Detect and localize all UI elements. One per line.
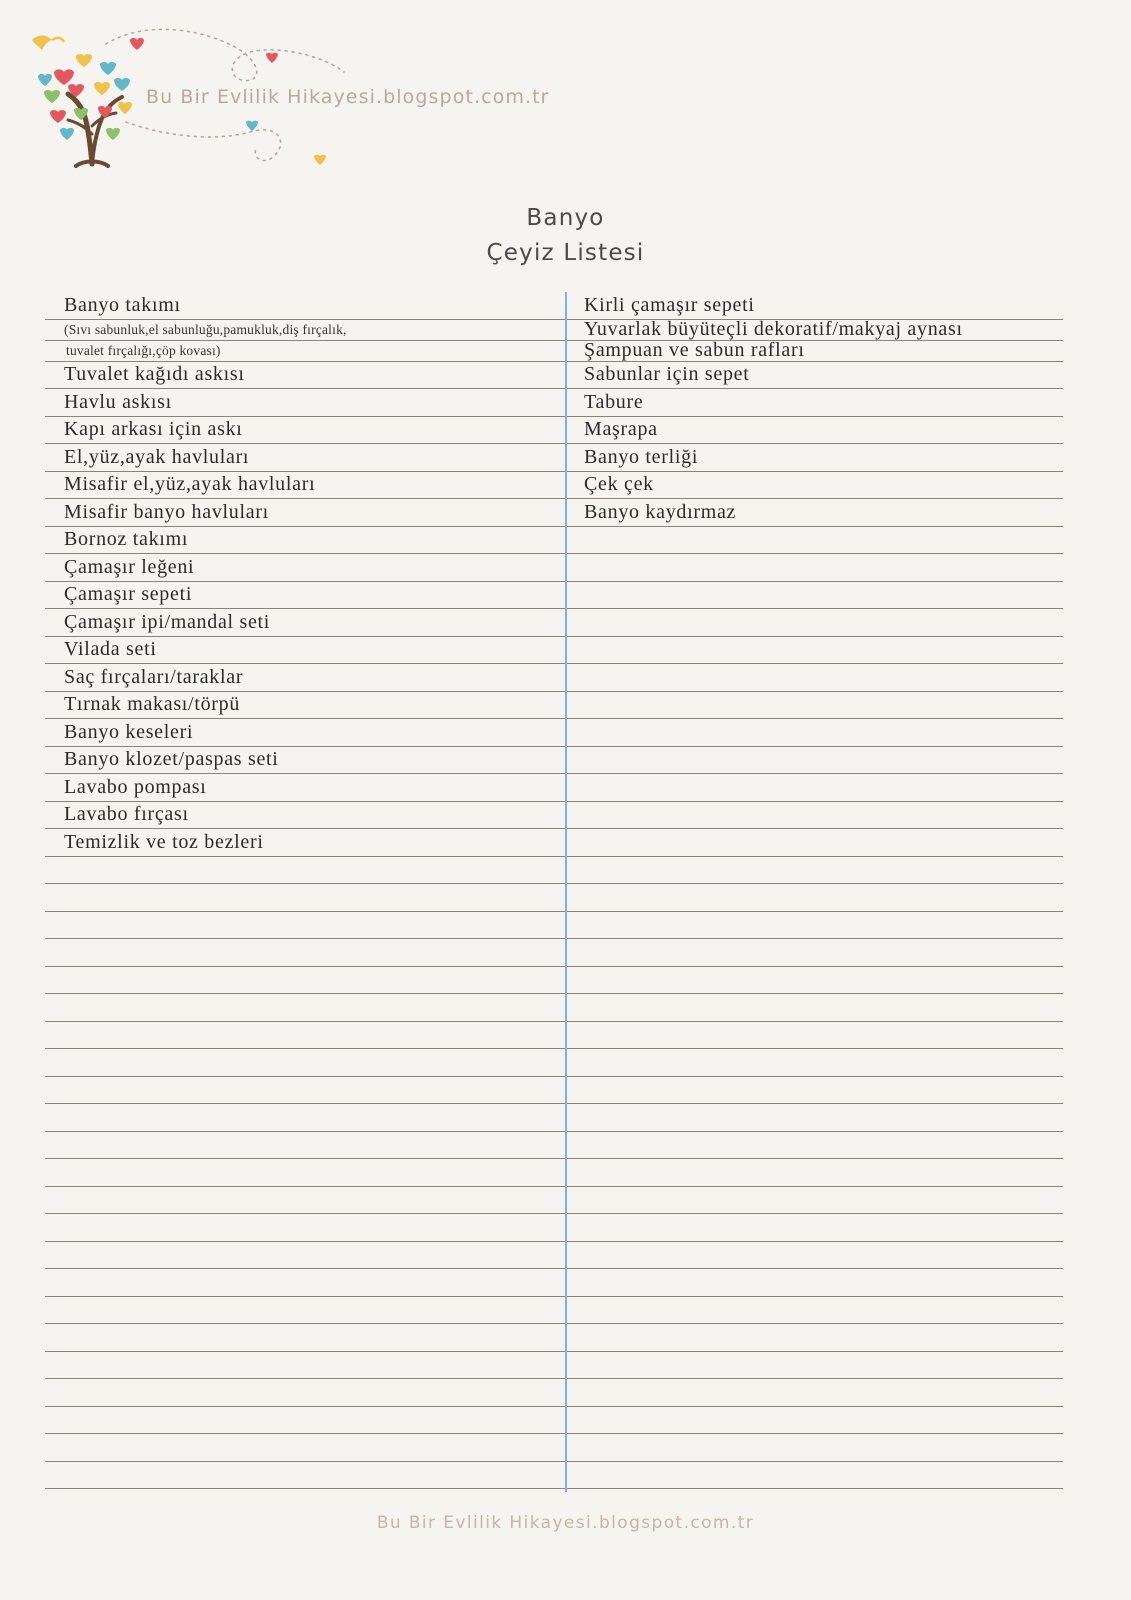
checklist-item-left[interactable] [45, 967, 565, 994]
checklist-item-right[interactable] [565, 1187, 1063, 1214]
checklist-item-left[interactable]: Banyo takımı [64, 293, 181, 316]
checklist-item-left[interactable]: Bornoz takımı [64, 528, 189, 551]
checklist-item-left[interactable] [45, 1297, 565, 1324]
checklist-item-left[interactable] [45, 1379, 565, 1406]
table-row [45, 1104, 1063, 1132]
checklist-item-left[interactable]: Lavabo pompası [64, 775, 207, 798]
checklist-item-left[interactable] [45, 1242, 565, 1269]
table-row [45, 1269, 1063, 1297]
checklist-item-right[interactable] [565, 774, 1063, 801]
table-row [45, 829, 1063, 857]
table-row [45, 637, 1063, 665]
checklist-item-left[interactable] [45, 1049, 565, 1076]
table-row [45, 1434, 1063, 1462]
table-row [45, 341, 1063, 362]
table-row [45, 1462, 1063, 1490]
checklist-item-left[interactable] [45, 857, 565, 884]
page-header [0, 0, 620, 180]
checklist-item-right[interactable] [565, 1324, 1063, 1351]
checklist-item-right[interactable] [565, 582, 1063, 609]
table-row [45, 774, 1063, 802]
table-row [45, 362, 1063, 390]
checklist-item-right[interactable] [565, 1159, 1063, 1186]
checklist-item-right[interactable] [565, 939, 1063, 966]
checklist-item-right[interactable] [565, 1462, 1063, 1489]
checklist-item-left[interactable]: Lavabo fırçası [64, 803, 189, 826]
checklist-item-left[interactable]: (Sıvı sabunluk,el sabunluğu,pamukluk,diş fırçalık, [64, 321, 347, 337]
checklist-item-left[interactable]: Banyo keseleri [64, 720, 194, 743]
checklist-item-right[interactable]: Sabunlar için sepet [584, 363, 750, 386]
table-row [45, 582, 1063, 610]
checklist-item-left[interactable] [45, 1214, 565, 1241]
checklist-item-left[interactable] [45, 884, 565, 911]
table-row [45, 444, 1063, 472]
column-divider [565, 292, 567, 1492]
checklist-item-right[interactable] [565, 829, 1063, 856]
checklist-item-right[interactable] [565, 912, 1063, 939]
checklist-item-left[interactable]: Saç fırçaları/taraklar [64, 665, 244, 688]
checklist-item-left[interactable] [45, 1132, 565, 1159]
checklist-item-right[interactable] [565, 609, 1063, 636]
checklist-item-right[interactable] [565, 967, 1063, 994]
checklist-item-right[interactable] [565, 1352, 1063, 1379]
checklist-item-right[interactable] [565, 1297, 1063, 1324]
checklist-item-left[interactable]: Tuvalet kağıdı askısı [64, 363, 245, 386]
checklist-item-right[interactable] [565, 1379, 1063, 1406]
table-row [45, 994, 1063, 1022]
checklist-item-right[interactable]: Maşrapa [584, 418, 658, 441]
checklist-item-left[interactable]: Çamaşır leğeni [64, 555, 195, 578]
table-row [45, 417, 1063, 445]
blog-title-header: Bu Bir Evlilik Hikayesi.blogspot.com.tr [146, 86, 550, 108]
checklist-item-left[interactable] [45, 912, 565, 939]
checklist-item-right[interactable] [565, 1104, 1063, 1131]
checklist-item-left[interactable]: Temizlik ve toz bezleri [64, 830, 264, 853]
checklist-item-right[interactable] [565, 527, 1063, 554]
checklist-item-right[interactable]: Kirli çamaşır sepeti [584, 293, 755, 316]
checklist-item-right[interactable] [565, 747, 1063, 774]
checklist-item-right[interactable] [565, 637, 1063, 664]
checklist-item-right[interactable] [565, 1407, 1063, 1434]
checklist-item-right[interactable] [565, 719, 1063, 746]
checklist-item-left[interactable] [45, 1462, 565, 1489]
checklist-item-right[interactable] [565, 664, 1063, 691]
checklist-item-right[interactable] [565, 1132, 1063, 1159]
table-row [45, 912, 1063, 940]
checklist-item-right[interactable] [565, 554, 1063, 581]
checklist-item-right[interactable] [565, 884, 1063, 911]
checklist-item-left[interactable] [45, 1269, 565, 1296]
checklist-item-left[interactable] [45, 1077, 565, 1104]
checklist-item-right[interactable] [565, 802, 1063, 829]
blog-title-footer: Bu Bir Evlilik Hikayesi.blogspot.com.tr [376, 1513, 755, 1533]
table-row [45, 857, 1063, 885]
table-row [45, 609, 1063, 637]
checklist-rows [45, 292, 1063, 1489]
checklist-item-right[interactable]: Yuvarlak büyüteçli dekoratif/makyaj aynası [584, 319, 963, 340]
checklist-item-left[interactable]: Havlu askısı [64, 390, 172, 413]
checklist-item-left[interactable]: Banyo klozet/paspas seti [64, 748, 279, 771]
table-row [45, 1022, 1063, 1050]
checklist-item-right[interactable]: Banyo kaydırmaz [584, 500, 737, 523]
checklist-item-left[interactable]: Tırnak makası/törpü [64, 693, 241, 716]
checklist-item-left[interactable]: Vilada seti [64, 638, 157, 661]
table-row [45, 1077, 1063, 1105]
table-row [45, 527, 1063, 555]
checklist-item-right[interactable]: Şampuan ve sabun rafları [584, 340, 805, 361]
table-row [45, 292, 1063, 320]
table-row [45, 1214, 1063, 1242]
table-row [45, 1159, 1063, 1187]
checklist-item-right[interactable] [565, 857, 1063, 884]
table-row [45, 884, 1063, 912]
checklist-item-right[interactable] [565, 692, 1063, 719]
table-row [45, 1132, 1063, 1160]
table-row [45, 692, 1063, 720]
checklist-item-left[interactable]: tuvalet fırçalığı,çöp kovası) [66, 342, 221, 358]
table-row [45, 747, 1063, 775]
checklist-item-left[interactable] [45, 939, 565, 966]
table-row [45, 320, 1063, 341]
checklist-item-right[interactable] [565, 1049, 1063, 1076]
checklist-item-left[interactable] [45, 1352, 565, 1379]
checklist-item-left[interactable]: Çamaşır ipi/mandal seti [64, 610, 271, 633]
table-row [45, 389, 1063, 417]
checklist-item-left[interactable]: El,yüz,ayak havluları [64, 445, 250, 468]
checklist-item-left[interactable] [45, 1324, 565, 1351]
table-row [45, 802, 1063, 830]
table-row [45, 967, 1063, 995]
checklist-item-left[interactable]: Misafir el,yüz,ayak havluları [64, 473, 316, 496]
table-row [45, 1407, 1063, 1435]
checklist-item-right[interactable] [565, 1022, 1063, 1049]
table-row [45, 1297, 1063, 1325]
checklist-item-left[interactable] [45, 1434, 565, 1461]
checklist-item-left[interactable] [45, 1104, 565, 1131]
checklist-item-left[interactable]: Misafir banyo havluları [64, 500, 269, 523]
table-row [45, 939, 1063, 967]
checklist-item-left[interactable]: Kapı arkası için askı [64, 418, 243, 441]
checklist-item-right[interactable] [565, 1214, 1063, 1241]
table-row [45, 1049, 1063, 1077]
table-row [45, 1187, 1063, 1215]
table-row [45, 1352, 1063, 1380]
table-row [45, 719, 1063, 747]
checklist-item-left[interactable] [45, 1187, 565, 1214]
table-row [45, 1242, 1063, 1270]
checklist-item-right[interactable]: Banyo terliği [584, 445, 699, 468]
table-row [45, 1324, 1063, 1352]
checklist-sheet [45, 292, 1063, 1492]
checklist-item-right[interactable]: Çek çek [584, 473, 654, 496]
checklist-item-left[interactable] [45, 994, 565, 1021]
table-row [45, 664, 1063, 692]
checklist-item-right[interactable] [565, 1269, 1063, 1296]
table-row [45, 472, 1063, 500]
checklist-item-right[interactable] [565, 1434, 1063, 1461]
table-row [45, 499, 1063, 527]
table-row [45, 554, 1063, 582]
checklist-item-left[interactable] [45, 1407, 565, 1434]
checklist-item-right[interactable]: Tabure [584, 390, 644, 413]
checklist-item-left[interactable]: Çamaşır sepeti [64, 583, 193, 606]
page-subtitle: Çeyiz Listesi [486, 240, 645, 266]
page-title: Banyo [526, 205, 605, 231]
checklist-item-left[interactable] [45, 1022, 565, 1049]
checklist-item-left[interactable] [45, 1159, 565, 1186]
checklist-item-right[interactable] [565, 1077, 1063, 1104]
checklist-item-right[interactable] [565, 994, 1063, 1021]
checklist-item-right[interactable] [565, 1242, 1063, 1269]
table-row [45, 1379, 1063, 1407]
